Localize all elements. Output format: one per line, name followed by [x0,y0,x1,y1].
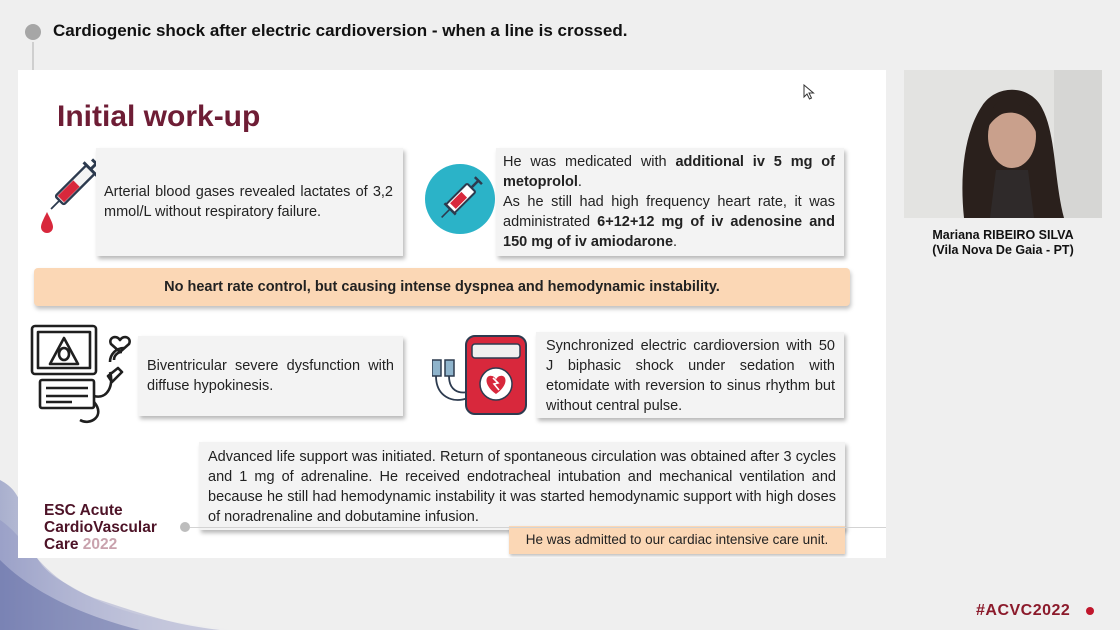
logo-line-3: Care 2022 [44,536,118,553]
syringe-icon [424,163,496,235]
timeline-line [32,42,34,70]
presentation-slide [18,70,886,558]
life-support-text: Advanced life support was initiated. Return of spontaneous circulation was obtained after 3 cycles and 1 mg of adrenaline. He received endotracheal intubation and mechanical ventilation and because he still had hemodynamic instability it was started hemodynamic support with high doses of noradrenaline and dobutamine infusion. [208,449,836,525]
speaker-video [904,70,1102,218]
defibrillator-icon [432,334,528,416]
logo-line-1: ESC Acute [44,502,123,519]
echocardiography-machine-icon [28,324,138,430]
logo-year: 2022 [82,536,118,553]
medication-text-2: As he still had high frequency heart rate, it was administrated 6+12+12 mg of iv adenosine and 150 mg of iv amiodarone. [503,194,835,250]
admission-note: He was admitted to our cardiac intensive care unit. [509,526,845,554]
esc-acvc-logo [44,502,157,553]
cardioversion-box [536,332,844,418]
top-bar [0,0,1120,62]
bullet-dot [25,24,41,40]
no-rate-control-banner: No heart rate control, but causing intense dyspnea and hemodynamic instability. [34,268,850,306]
echo-findings-box [138,336,403,416]
event-hashtag: #ACVC2022 [976,602,1071,619]
logo-dot [180,522,190,532]
session-title: Cardiogenic shock after electric cardioversion - when a line is crossed. [53,21,628,40]
blood-syringe-icon [38,152,98,236]
speaker-caption [904,228,1102,258]
cardioversion-text: Synchronized electric cardioversion with 50 J biphasic shock under sedation with etomidate with reversion to sinus rhythm but without central pulse. [546,338,835,414]
blood-gases-text: Arterial blood gases revealed lactates of 3,2 mmol/L without respiratory failure. [104,184,393,220]
speaker-location: (Vila Nova De Gaia - PT) [932,243,1074,257]
speaker-name: Mariana RIBEIRO SILVA [932,228,1074,242]
speaker-portrait-icon [904,70,1102,218]
logo-divider [190,527,886,528]
blood-gases-box [96,148,403,256]
medication-box [496,148,844,256]
hashtag-dot [1086,607,1094,615]
mouse-cursor-icon [803,84,815,100]
life-support-box [199,442,845,530]
echo-findings-text: Biventricular severe dysfunction with diffuse hypokinesis. [147,358,394,394]
slide-title: Initial work-up [57,100,261,133]
logo-line-2: CardioVascular [44,519,157,536]
medication-text-1: He was medicated with additional iv 5 mg of metoprolol. [503,154,835,190]
